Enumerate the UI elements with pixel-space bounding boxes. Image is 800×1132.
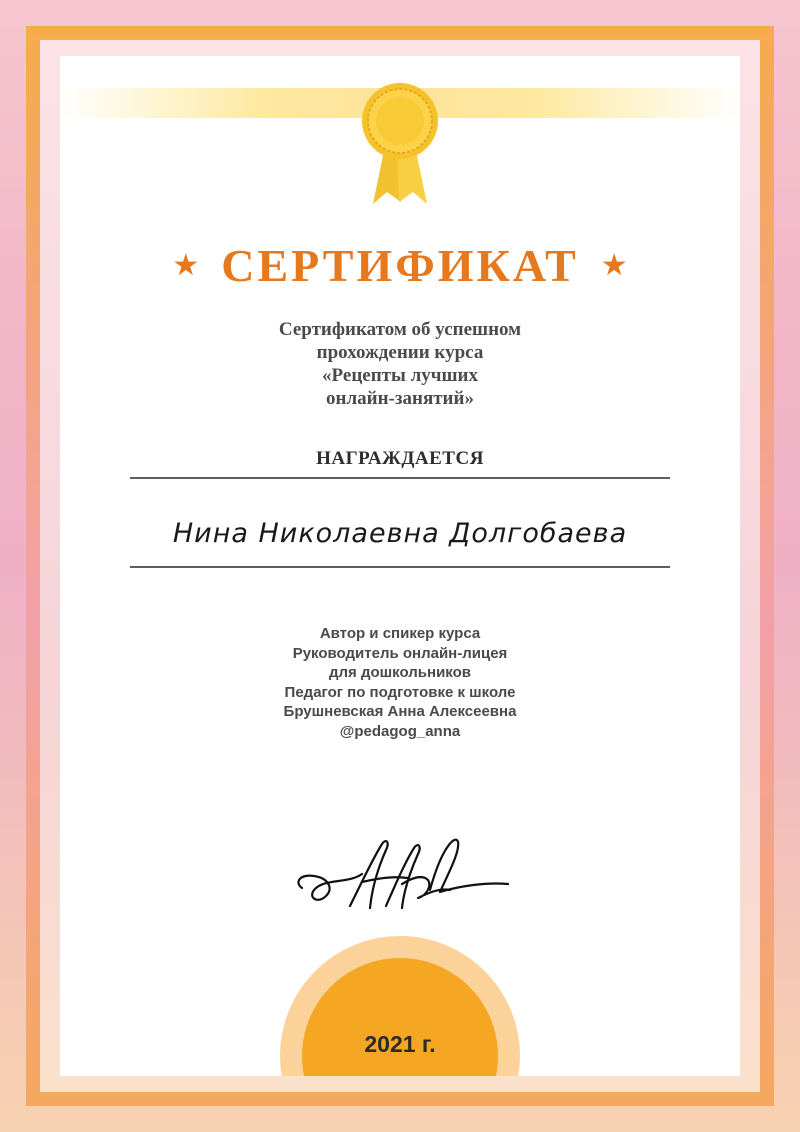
award-description	[60, 318, 740, 410]
signature-image	[290, 826, 520, 926]
divider-line	[130, 566, 670, 568]
certificate-title: СЕРТИФИКАТ	[221, 240, 579, 291]
award-line: прохождении курса	[316, 342, 484, 363]
author-line: Брушневская Анна Алексеевна	[283, 703, 517, 720]
author-line: Руководитель онлайн-лицея	[292, 644, 508, 662]
award-line: онлайн-занятий»	[326, 388, 474, 409]
author-line: Педагог по подготовке к школе	[284, 683, 516, 701]
author-handle: @pedagog_anna	[339, 722, 461, 740]
award-ribbon-icon	[355, 76, 445, 206]
title-row	[60, 236, 740, 296]
author-info	[60, 624, 740, 741]
certificate-paper	[60, 56, 740, 1076]
divider-line	[130, 477, 670, 479]
author-line: Автор и спикер курса	[319, 625, 481, 642]
recipient-name: Нина Николаевна Долгобаева	[172, 518, 628, 549]
star-icon: ★	[600, 248, 628, 283]
certificate-year: 2021 г.	[364, 1031, 436, 1057]
star-icon: ★	[172, 248, 200, 283]
award-line: «Рецепты лучших	[322, 365, 478, 386]
author-line: для дошкольников	[329, 664, 471, 681]
awarded-label: НАГРАЖДАЕТСЯ	[316, 448, 484, 469]
award-line: Сертификатом об успешном	[278, 319, 522, 340]
